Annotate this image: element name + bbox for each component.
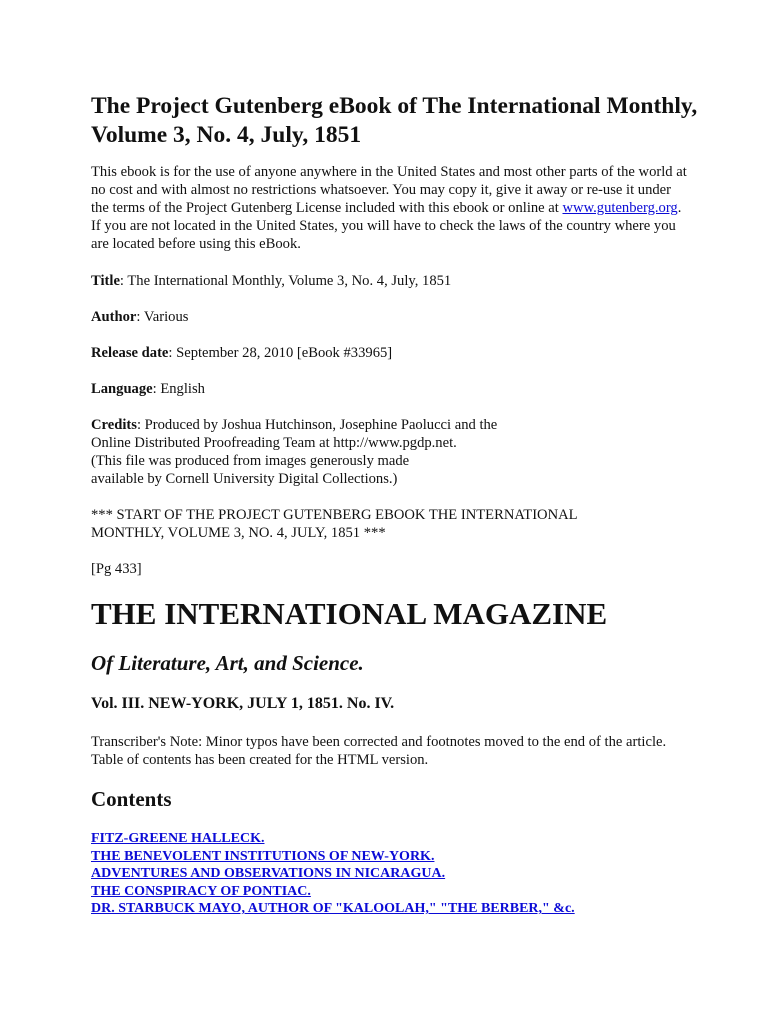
- meta-title-label: Title: [91, 273, 120, 289]
- toc-link-pontiac[interactable]: THE CONSPIRACY OF PONTIAC.: [91, 883, 311, 899]
- license-intro: [91, 163, 691, 253]
- table-of-contents: [91, 830, 575, 918]
- meta-author: [91, 308, 691, 326]
- meta-credits-label: Credits: [91, 417, 137, 433]
- meta-credits-line-1: : Produced by Joshua Hutchinson, Josephine Paolucci and the: [136, 417, 498, 433]
- toc-item: [91, 900, 575, 918]
- toc-link-nicaragua[interactable]: ADVENTURES AND OBSERVATIONS IN NICARAGUA.: [91, 866, 446, 881]
- toc-link-starbuck-mayo[interactable]: DR. STARBUCK MAYO, AUTHOR OF "KALOOLAH," "THE BERBER," &c.: [91, 901, 575, 916]
- start-marker: [91, 506, 691, 542]
- license-intro-text-end: . If you are not located in the United States, you will have to check the laws of the country where you are located before using this eBook.: [91, 200, 682, 252]
- meta-release-date: [91, 344, 691, 362]
- meta-language: [91, 380, 691, 398]
- page-number: [Pg 433]: [91, 561, 142, 577]
- meta-credits-line-4: available by Cornell University Digital Collections.): [91, 471, 398, 487]
- license-intro-text: This ebook is for the use of anyone anywhere in the United States and most other parts of the world at no cost and with almost no restrictions whatsoever. You may copy it, give it away or re-use it under the terms of the Project Gutenberg License included with this ebook or online at: [91, 164, 687, 216]
- toc-item: [91, 883, 575, 901]
- meta-credits-line-2: Online Distributed Proofreading Team at http://www.pgdp.net.: [91, 435, 457, 451]
- toc-link-benevolent-institutions[interactable]: THE BENEVOLENT INSTITUTIONS OF NEW-YORK.: [91, 848, 435, 864]
- transcriber-note: Transcriber's Note: Minor typos have been corrected and footnotes moved to the end of the article. Table of contents has been created for the HTML version.: [91, 734, 667, 768]
- meta-language-value: : English: [152, 381, 205, 397]
- ebook-title-line-2: Volume 3, No. 4, July, 1851: [91, 122, 362, 148]
- start-marker-line-1: *** START OF THE PROJECT GUTENBERG EBOOK THE INTERNATIONAL: [91, 507, 578, 523]
- toc-item: [91, 830, 575, 848]
- meta-title-value: : The International Monthly, Volume 3, No. 4, July, 1851: [119, 273, 452, 289]
- magazine-subtitle: Of Literature, Art, and Science.: [91, 651, 364, 675]
- meta-author-label: Author: [91, 309, 137, 325]
- meta-release-value: : September 28, 2010 [eBook #33965]: [168, 345, 393, 361]
- meta-author-value: : Various: [136, 309, 189, 325]
- meta-credits-line-3: (This file was produced from images generously made: [91, 453, 410, 469]
- toc-item: [91, 848, 575, 866]
- magazine-title: THE INTERNATIONAL MAGAZINE: [91, 596, 608, 631]
- start-marker-line-2: MONTHLY, VOLUME 3, NO. 4, JULY, 1851 ***: [91, 525, 386, 541]
- contents-heading: Contents: [91, 787, 172, 811]
- toc-item: [91, 865, 575, 883]
- ebook-title: [91, 92, 701, 150]
- ebook-title-line-1: The Project Gutenberg eBook of The International Monthly,: [91, 93, 698, 119]
- toc-link-halleck[interactable]: FITZ-GREENE HALLECK.: [91, 831, 265, 846]
- meta-language-label: Language: [91, 381, 153, 397]
- gutenberg-link[interactable]: www.gutenberg.org: [562, 200, 678, 216]
- meta-title: [91, 272, 691, 290]
- meta-release-label: Release date: [91, 345, 169, 361]
- meta-credits: [91, 416, 691, 488]
- volume-line: Vol. III. NEW-YORK, JULY 1, 1851. No. IV.: [91, 695, 395, 712]
